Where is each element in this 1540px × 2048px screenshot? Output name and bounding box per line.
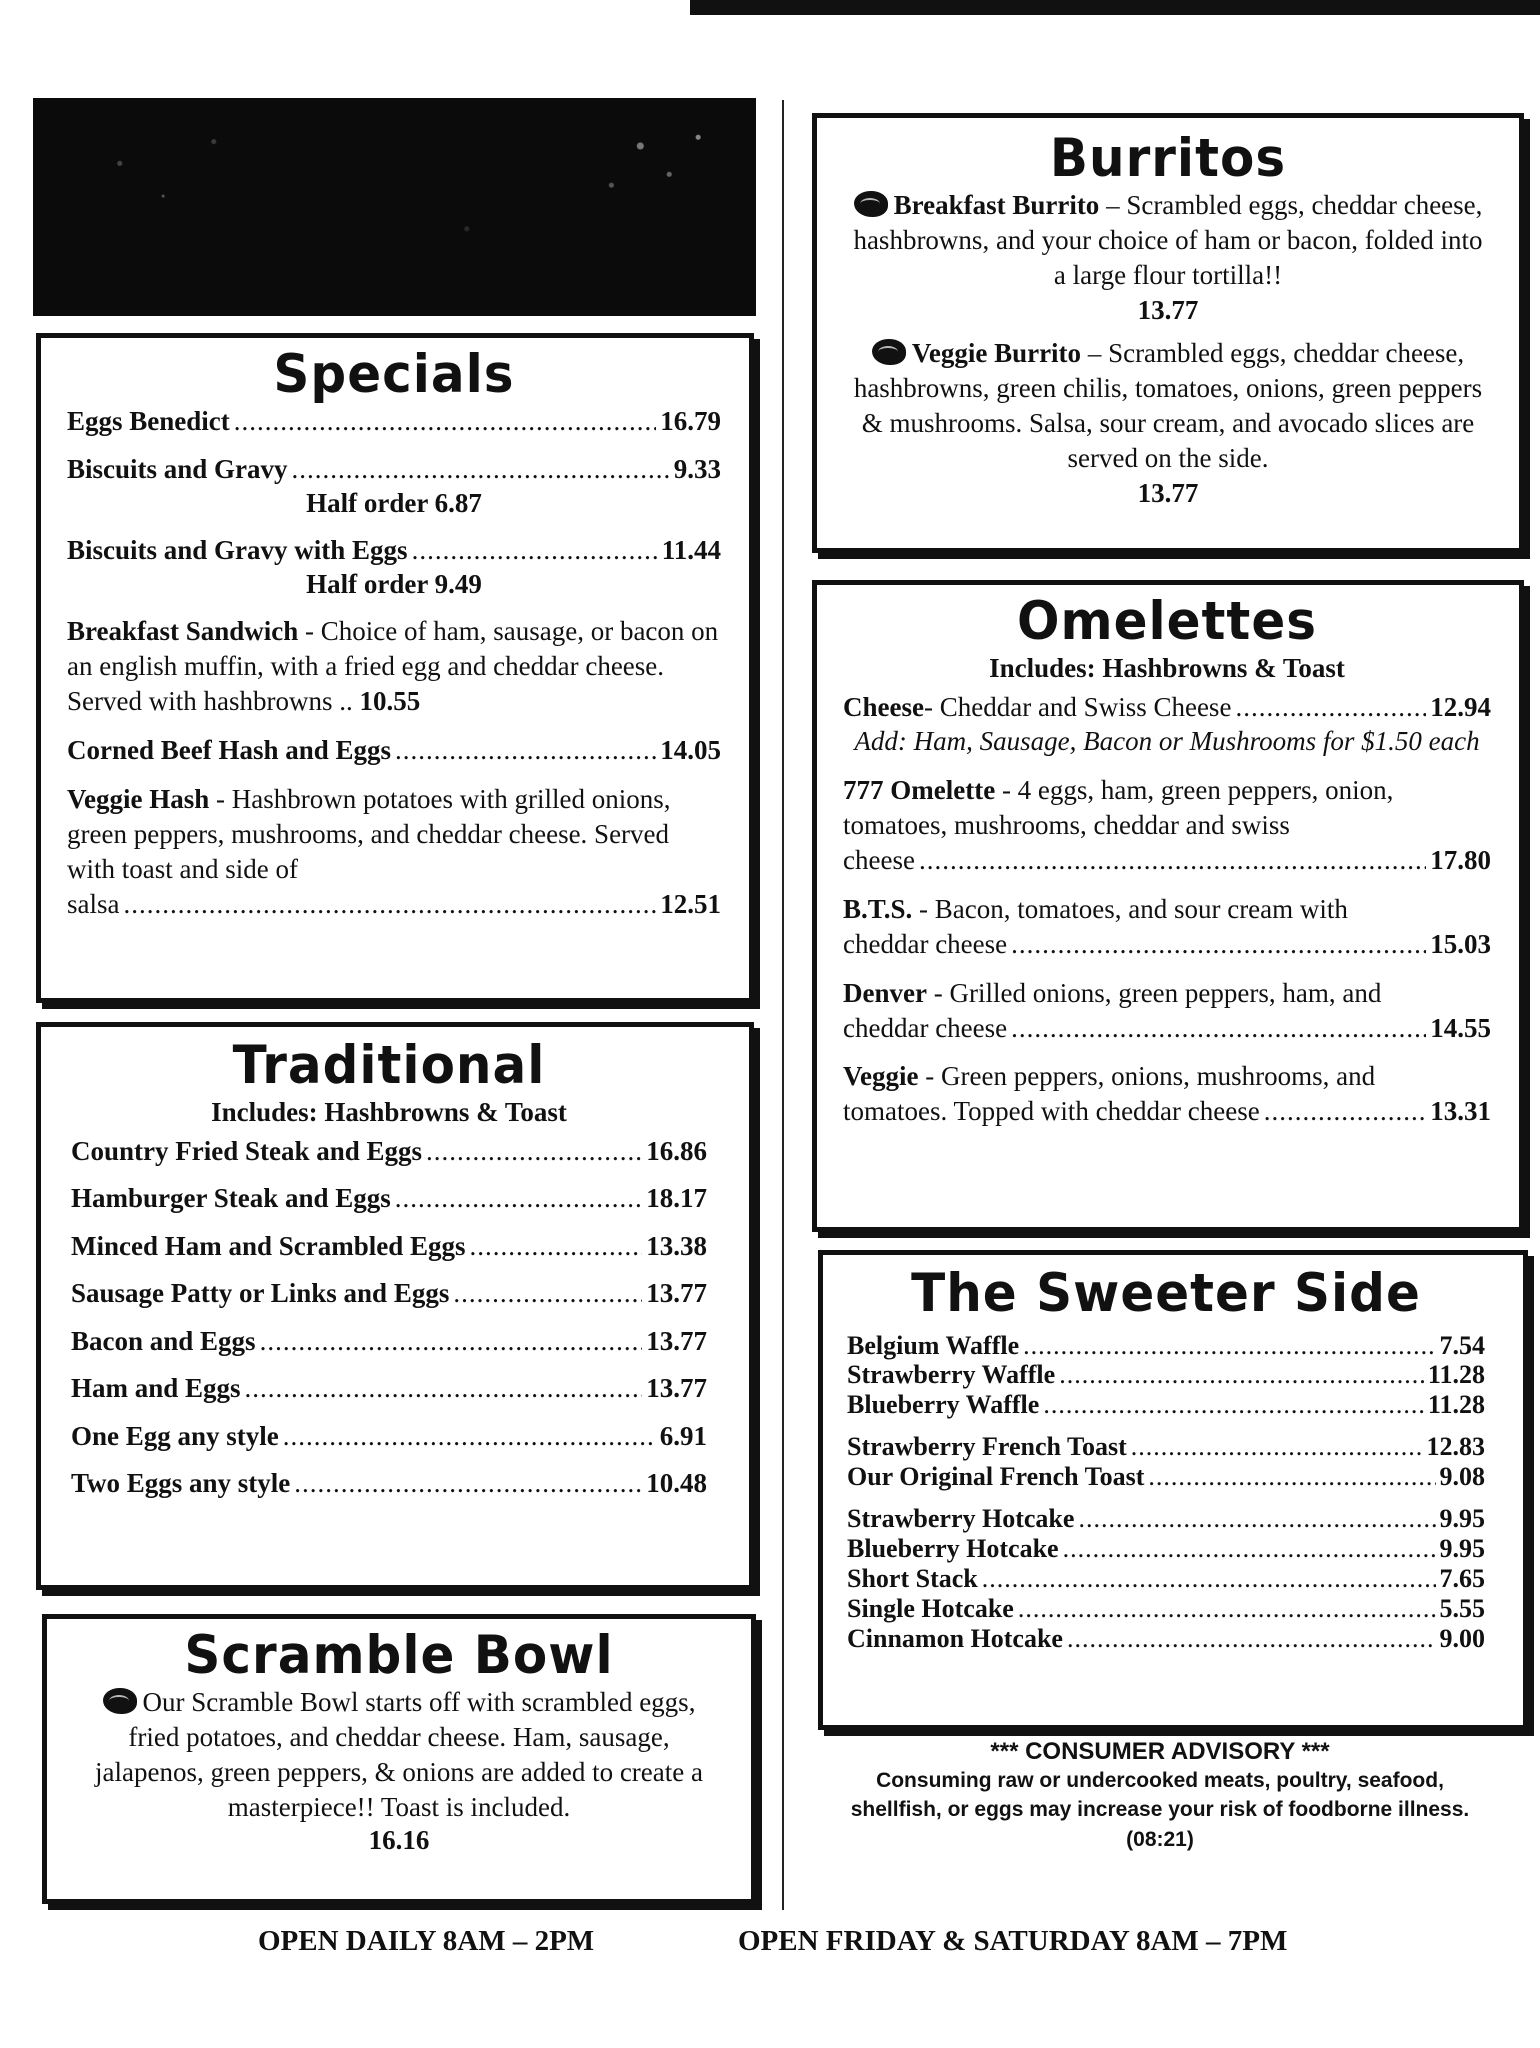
traditional-list xyxy=(71,1134,707,1501)
burritos-heading: Burritos xyxy=(1049,127,1287,189)
item-price: 14.05 xyxy=(660,735,721,766)
item-price: 14.55 xyxy=(1430,1012,1491,1043)
item-name: Eggs Benedict xyxy=(67,405,230,436)
item-price: 13.38 xyxy=(646,1230,707,1261)
item-name: Cheese xyxy=(843,691,924,722)
item-name: Two Eggs any style xyxy=(71,1468,291,1499)
menu-item xyxy=(71,1419,707,1454)
menu-item xyxy=(843,1059,1491,1129)
sweeter-side-section xyxy=(818,1250,1528,1730)
item-price: 9.08 xyxy=(1439,1462,1485,1492)
omelettes-includes: Includes: Hashbrowns & Toast xyxy=(989,652,1345,683)
consumer-advisory xyxy=(830,1738,1490,1854)
menu-item xyxy=(71,1229,707,1264)
item-name: One Egg any style xyxy=(71,1420,279,1451)
item-description-end: cheddar cheese xyxy=(843,1012,1008,1043)
scramble-bowl-description: Our Scramble Bowl starts off with scrambled eggs, fried potatoes, and cheddar cheese. Ham, sausage, jalapenos, green peppers, & onions are added to create a masterpiece!! Toast is included. xyxy=(95,1686,703,1822)
item-description: - Hashbrown potatoes with grilled onions, green peppers, mushrooms, and cheddar cheese. Served with toast and side of xyxy=(67,783,671,884)
menu-item xyxy=(847,1360,1485,1390)
top-rule xyxy=(690,0,1540,15)
menu-item xyxy=(843,976,1491,1046)
item-price: 7.65 xyxy=(1439,1563,1485,1593)
item-price: 13.77 xyxy=(646,1373,707,1404)
item-price: 9.33 xyxy=(673,454,721,485)
advisory-body: Consuming raw or undercooked meats, poultry, seafood, shellfish, or eggs may increase your risk of foodborne illness. (08:21) xyxy=(850,1769,1470,1851)
traditional-includes: Includes: Hashbrowns & Toast xyxy=(211,1096,567,1127)
traditional-section xyxy=(36,1022,754,1590)
item-name: Sausage Patty or Links and Eggs xyxy=(71,1278,450,1309)
item-price: 11.28 xyxy=(1427,1360,1485,1390)
item-description: – Scrambled eggs, cheddar cheese, hashbrowns, green chilis, tomatoes, onions, green peppers & mushrooms. Salsa, sour cream, and avocado slices are served on the side. xyxy=(853,337,1483,474)
menu-item xyxy=(67,614,721,719)
item-price: 6.91 xyxy=(659,1420,707,1451)
item-description-end: cheddar cheese xyxy=(843,928,1008,959)
item-price: 12.94 xyxy=(1430,691,1491,722)
add-on-note: Add: Ham, Sausage, Bacon or Mushrooms for $1.50 each xyxy=(854,726,1480,757)
menu-item xyxy=(67,404,721,439)
menu-item xyxy=(847,1564,1485,1594)
hours-weekend: OPEN FRIDAY & SATURDAY 8AM – 7PM xyxy=(738,1925,1288,1957)
column-divider xyxy=(782,100,784,1910)
menu-item xyxy=(843,892,1491,962)
item-price: 9.00 xyxy=(1439,1623,1485,1653)
item-name: Our Original French Toast xyxy=(847,1462,1145,1492)
menu-item xyxy=(71,1371,707,1406)
menu-item xyxy=(847,1331,1485,1361)
item-price: 10.48 xyxy=(646,1468,707,1499)
menu-item xyxy=(843,773,1491,878)
item-name: Breakfast Burrito xyxy=(893,189,1100,220)
item-price: 13.77 xyxy=(1137,294,1199,325)
half-order: Half order 6.87 xyxy=(306,487,482,518)
item-description: - Cheddar and Swiss Cheese xyxy=(923,691,1232,722)
item-name: Veggie Burrito xyxy=(911,337,1082,368)
menu-item xyxy=(71,1181,707,1216)
item-description: – Scrambled eggs, cheddar cheese, hashbrowns, and your choice of ham or bacon, folded into a large flour tortilla!! xyxy=(853,189,1483,290)
item-price: 11.44 xyxy=(661,534,721,565)
item-name: Breakfast Sandwich xyxy=(67,615,299,646)
item-price: 10.55 xyxy=(359,686,421,717)
item-price: 12.83 xyxy=(1426,1432,1485,1462)
item-name: Belgium Waffle xyxy=(847,1330,1020,1360)
item-price: 13.31 xyxy=(1430,1096,1491,1127)
scramble-bowl-price: 16.16 xyxy=(368,1824,430,1855)
traditional-heading: Traditional xyxy=(232,1034,546,1096)
menu-item xyxy=(847,1594,1485,1624)
item-price: 7.54 xyxy=(1439,1330,1485,1360)
item-name: Biscuits and Gravy with Eggs xyxy=(67,534,408,565)
menu-item xyxy=(853,336,1483,511)
item-name: B.T.S. xyxy=(843,893,913,924)
menu-item xyxy=(847,1624,1485,1654)
item-name: Blueberry Hotcake xyxy=(847,1533,1059,1563)
new-badge-icon xyxy=(854,191,888,217)
menu-item xyxy=(71,1276,707,1311)
item-name: Strawberry Waffle xyxy=(847,1360,1056,1390)
omelettes-heading: Omelettes xyxy=(1016,590,1318,652)
item-description: - Grilled onions, green peppers, ham, and xyxy=(926,977,1382,1008)
menu-item xyxy=(67,733,721,768)
item-name: 777 Omelette xyxy=(843,775,996,806)
menu-item xyxy=(71,1466,707,1501)
new-badge-icon xyxy=(872,339,906,365)
item-name: Biscuits and Gravy xyxy=(67,454,288,485)
menu-item xyxy=(847,1504,1485,1534)
menu-item xyxy=(847,1462,1485,1492)
item-description: - 4 eggs, ham, green peppers, onion, tomatoes, mushrooms, cheddar and swiss xyxy=(843,775,1394,841)
burritos-section xyxy=(812,113,1524,553)
menu-item xyxy=(71,1134,707,1169)
item-name: Single Hotcake xyxy=(847,1593,1014,1623)
menu-group xyxy=(847,1331,1485,1421)
header-photo xyxy=(33,98,756,316)
scramble-bowl-heading: Scramble Bowl xyxy=(184,1624,614,1686)
menu-item xyxy=(847,1534,1485,1564)
item-name: Strawberry French Toast xyxy=(847,1432,1127,1462)
item-price: 11.28 xyxy=(1427,1390,1485,1420)
menu-item xyxy=(67,533,721,600)
item-price: 17.80 xyxy=(1430,845,1491,876)
item-price: 16.79 xyxy=(660,405,721,436)
omelettes-section xyxy=(812,580,1524,1232)
item-name: Denver xyxy=(843,977,927,1008)
specials-section xyxy=(36,333,754,1003)
item-name: Ham and Eggs xyxy=(71,1373,241,1404)
item-price: 18.17 xyxy=(646,1183,707,1214)
menu-item xyxy=(67,452,721,519)
item-price: 5.55 xyxy=(1439,1593,1485,1623)
item-price: 13.77 xyxy=(1137,478,1199,509)
menu-item xyxy=(847,1432,1485,1462)
item-name: Minced Ham and Scrambled Eggs xyxy=(71,1230,466,1261)
item-name: Corned Beef Hash and Eggs xyxy=(67,735,392,766)
menu-item xyxy=(847,1390,1485,1420)
menu-item xyxy=(843,690,1491,760)
item-price: 16.86 xyxy=(646,1135,707,1166)
menu-group xyxy=(847,1432,1485,1492)
specials-heading: Specials xyxy=(273,343,515,405)
item-price: 9.95 xyxy=(1439,1503,1485,1533)
item-description: - Green peppers, onions, mushrooms, and xyxy=(918,1061,1376,1092)
item-name: Bacon and Eggs xyxy=(71,1325,256,1356)
menu-item xyxy=(67,782,721,922)
new-badge-icon xyxy=(103,1688,137,1714)
item-price: 13.77 xyxy=(646,1278,707,1309)
menu-group xyxy=(847,1504,1485,1653)
item-description: - Choice of ham, sausage, or bacon on an english muffin, with a fried egg and cheddar cheese. Served with hashbrowns .. xyxy=(67,615,719,717)
item-name: Strawberry Hotcake xyxy=(847,1503,1075,1533)
item-description-end: tomatoes. Topped with cheddar cheese xyxy=(843,1096,1260,1127)
sweeter-side-list xyxy=(847,1331,1485,1654)
menu-item xyxy=(71,1324,707,1359)
item-price: 9.95 xyxy=(1439,1533,1485,1563)
half-order: Half order 9.49 xyxy=(306,568,482,599)
scramble-bowl-section xyxy=(42,1614,756,1904)
omelette-list xyxy=(843,773,1491,1129)
item-price: 12.51 xyxy=(660,889,721,920)
item-name: Hamburger Steak and Eggs xyxy=(71,1183,391,1214)
hours-daily: OPEN DAILY 8AM – 2PM xyxy=(258,1925,595,1957)
item-price: 13.77 xyxy=(646,1325,707,1356)
item-description-end: cheese xyxy=(843,845,915,876)
item-price: 15.03 xyxy=(1430,928,1491,959)
item-name: Country Fried Steak and Eggs xyxy=(71,1135,423,1166)
advisory-title: *** CONSUMER ADVISORY *** xyxy=(990,1738,1330,1765)
item-name: Cinnamon Hotcake xyxy=(847,1623,1063,1653)
sweeter-side-heading: The Sweeter Side xyxy=(911,1262,1421,1324)
menu-item xyxy=(853,188,1483,328)
item-name: Blueberry Waffle xyxy=(847,1390,1040,1420)
item-description-end: salsa xyxy=(67,889,120,920)
item-description: - Bacon, tomatoes, and sour cream with xyxy=(912,893,1348,924)
item-name: Short Stack xyxy=(847,1563,978,1593)
item-name: Veggie Hash xyxy=(67,783,210,814)
item-name: Veggie xyxy=(843,1061,919,1092)
